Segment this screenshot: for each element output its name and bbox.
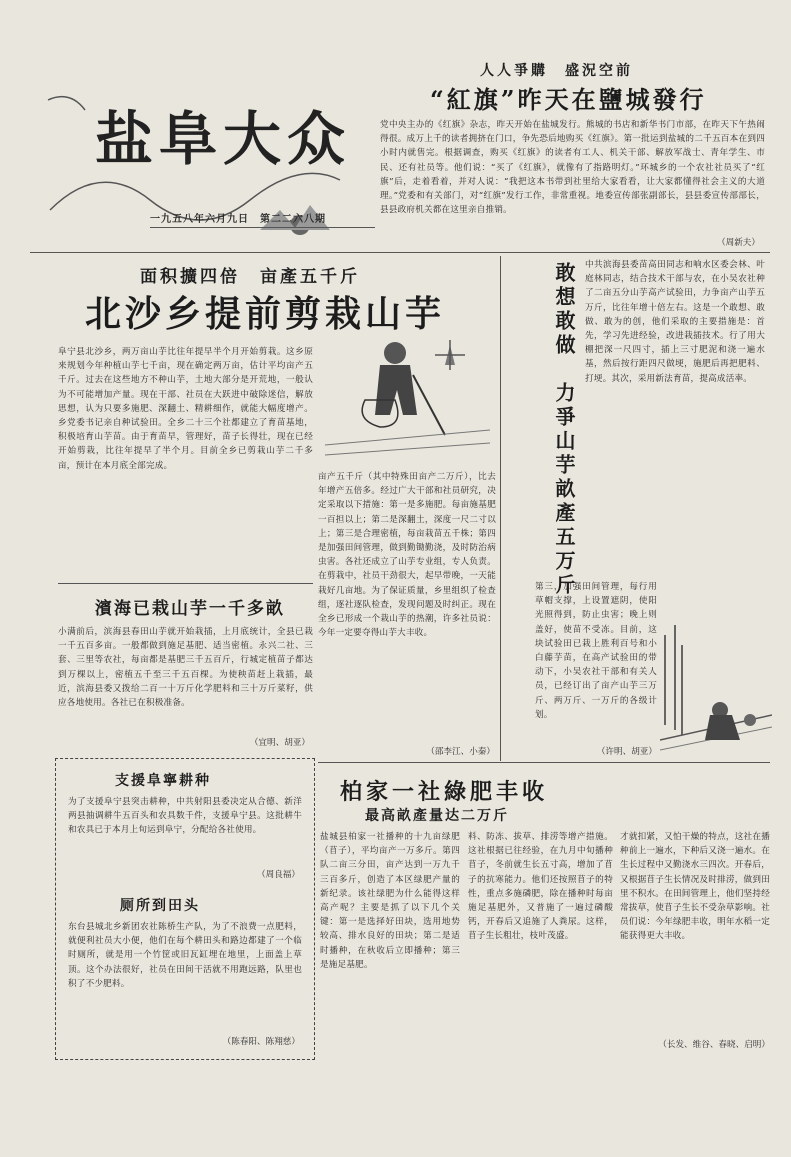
taro-story-col1: 阜宁县北沙乡，两万亩山芋比往年提早半个月开始剪栽。这乡原来规划今年种植山芋七千亩，现在确定两万亩，估计平均亩产五千斤。过去在这些地方不种山芋，土地大部分是开荒地，一般认为不可能增加产量。现在干部、社员在大跃进中破除迷信，解放思想，认为只要多施肥、深翻土、精耕细作，就能大幅度增产。乡党委书记亲自种试验田。全乡二十三个社都建立了育苗基地，积极培育山芋苗。由于育苗早，管理好，苗子长得壮，现在已经开始剪栽，比往年提早了半个月。目前全乡已剪栽山芋二千多亩，预计在本月底全部完成。 — [58, 347, 313, 471]
bottom-story-col3: 才就扣紧，又怕干燥的特点，这社在播种前上一遍水，下种后又浇一遍水。在生长过程中又勤浇水三四次。开春后，又根据苜子生长情况及时排涝，做到田里不积水。在田间管理上，他们坚持经常拔草，使苜子生长不受杂草影响。社员们说：今年绿肥丰收，明年水稻一定能获得更大丰收。 — [620, 832, 770, 942]
box-story2-headline: 厕所到田头 — [120, 898, 200, 914]
top-story-byline: （周新夫） — [717, 238, 760, 248]
masthead-date: 一九五八年六月九日 第二二六八期 — [150, 214, 326, 225]
left-story1-headline: 濱海已栽山芋一千多畝 — [95, 599, 285, 619]
vertical-story-col-b: 第三，加强田间管理，每行用草帽支撑，上设置遮阴，使阳光照得到，防止虫害；晚上则盖好，使苗不受冻。目前，这块试验田已栽上胜利百号和小白藤芋苗，在高产试验田的带动下，小吴农社干部和有关人员，已经订出了亩产山芋三万斤、两万斤、一万斤的各级计划。 — [535, 582, 657, 720]
box-story2-byline: （陈春阳、陈翔慈） — [222, 1037, 300, 1047]
masthead-rule — [150, 227, 375, 228]
taro-story-headline: 北沙乡提前剪栽山芋 — [85, 293, 446, 335]
field-illustration — [660, 615, 772, 760]
left-story1-byline: （宜明、胡亚） — [249, 738, 310, 748]
taro-story-col2: 亩产五千斤（其中特殊田亩产二万斤），比去年增产五倍多。经过广大干部和社员研究，决定采取以下措施：第一是多施肥。每亩施基肥一百担以上；第二是深翻土，深度一尺二寸以上；第三是合理密植，每亩栽苗五千株；第四是加强田间管理，做到勤锄勤浇，及时防治病虫害。各社还成立了山芋专业组，专人负责。在剪栽中，社员干劲很大，起早带晚，一天能栽好几亩地。为了保证质量，乡里组织了检查组，逐社逐队检查，发现问题及时纠正。现在全乡已形成一个栽山芋的热潮，许多社员说：今年一定要夺得山芋大丰收。 — [318, 472, 496, 639]
top-story-headline: “紅旗”昨天在鹽城發行 — [430, 85, 707, 114]
masthead-title: 盐阜大众 — [95, 105, 352, 173]
bottom-story-col2: 料、防冻、拔草、排涝等增产措施。这社根据已往经验，在九月中旬播种苜子，冬前就生长五寸高，增加了苜子的抗寒能力。他们还按照苜子的特性，重点多施磷肥，除在播种时每亩施足基肥外，又普施了一遍过磷酸钙，开春后又追施了人粪尿。这样，苜子生长粗壮，枝叶茂盛。 — [468, 832, 613, 942]
bottom-story-subhead: 最高畝產量达二万斤 — [365, 808, 509, 824]
vertical-story-headline: 敢想敢做 力爭山芋畝產五万斤 — [552, 262, 576, 598]
top-story-kicker: 人人爭購 盛況空前 — [480, 63, 633, 79]
box-story1-headline: 支援阜寧耕种 — [115, 773, 211, 789]
box-story1-byline: （周良福） — [257, 870, 300, 880]
taro-story-byline: （邵李江、小秦） — [426, 747, 495, 757]
vertical-story-col-a: 中共滨海县委苗高田同志和响水区委会林、叶庭林同志，结合技术干部与农，在小吴农社种了二亩五分山芋高产试验田，力争亩产山芋五万斤，比往年增十倍左右。这是一个敢想、敢做、敢为的创，他们采取的主要措施是：首先，学习先进经验，改进栽插技术。行了用大棚把深一尺四寸，插上三寸肥泥和浇一遍水基，然后按行距四尺做埂，施肥后再把肥料、打埂。其次，采用新法育苗，提高成活率。 — [585, 260, 765, 384]
box-story2-body: 东台县城北乡新团农社陈桥生产队，为了不浪费一点肥料，就便利社员大小便，他们在每个耕田头和路边都建了一个临时厕所，就是用一个竹筐或旧瓦缸埋在地里，上面盖上草顶。这个办法很好，社员在田间干活就不用跑远路，队里也积了不少肥料。 — [68, 922, 302, 989]
farmer-illustration — [325, 335, 490, 465]
bottom-story-col1: 盐城县柏家一社播种的十九亩绿肥（苜子），平均亩产一万多斤。第四队二亩三分田，亩产达到一万九千三百多斤，创造了本区绿肥产量的新纪录。该社绿肥为什么能得这样高产呢？主要是抓了以下几个关键：第一是选择好田块，选用地势较高、排水良好的田块；第二是适时播种，在秋收后立即播种；第三是施足基肥。 — [320, 832, 460, 970]
divider-bottom — [318, 762, 770, 763]
box-story1-body: 为了支援阜宁县突击耕种，中共射阳县委决定从合德、新洋两县抽调耕牛五百头和农具数千件，支援阜宁县。这批耕牛和农具已于本月上旬运到阜宁，分配给各社使用。 — [68, 797, 302, 836]
top-story-body: 党中央主办的《红旗》杂志，昨天开始在盐城发行。熊城的书店和新华书门市部，在昨天下午热闹得很。成万上千的读者拥挤在门口，争先恐后地购买《红旗》。第一批运到盐城的二千五百本在到四小时内就售完。根据调查，购买《红旗》的读者有工人、机关干部、解放军战士、青年学生、市民、还有社员等。他们说：“买了《红旗》，就像有了指路明灯。”环城乡的一个农社社员买了“红旗”后，走着看着，并对人说：“我把这本书带到社里给大家看看，让大家都懂得社会主义的大道理。”党委和有关部门，对“红旗”发行工作，非常重视。地委宣传部张副部长，县县委宣传部部长，县县政府机关都在这里亲自推销。 — [380, 120, 765, 216]
taro-story-kicker: 面积擴四倍 亩產五千斤 — [140, 267, 360, 287]
divider-vertical-left — [500, 256, 501, 761]
bottom-story-headline: 柏家一社綠肥丰收 — [340, 779, 549, 805]
vertical-story-byline: （许明、胡亚） — [596, 747, 657, 757]
divider-left1 — [58, 583, 313, 584]
left-story1-body: 小满前后，滨海县春田山芋就开始栽插，上月底统计，全县已栽一千五百多亩。一般都做到施足基肥、适当密植。永兴二社、三套、三里等农社，每亩都是基肥三千五百斤，行城定植苗子都达到万棵以上，密植五千至三千五百棵。为使秧苗赶上栽插，最近，滨海县委又拨给二百一十万斤化学肥料和三十万斤菜籽，供应各地使用。各社已在积极准备。 — [58, 627, 313, 709]
divider-top — [30, 252, 770, 253]
bottom-story-byline: （长发、维谷、春晓、启明） — [658, 1040, 770, 1050]
